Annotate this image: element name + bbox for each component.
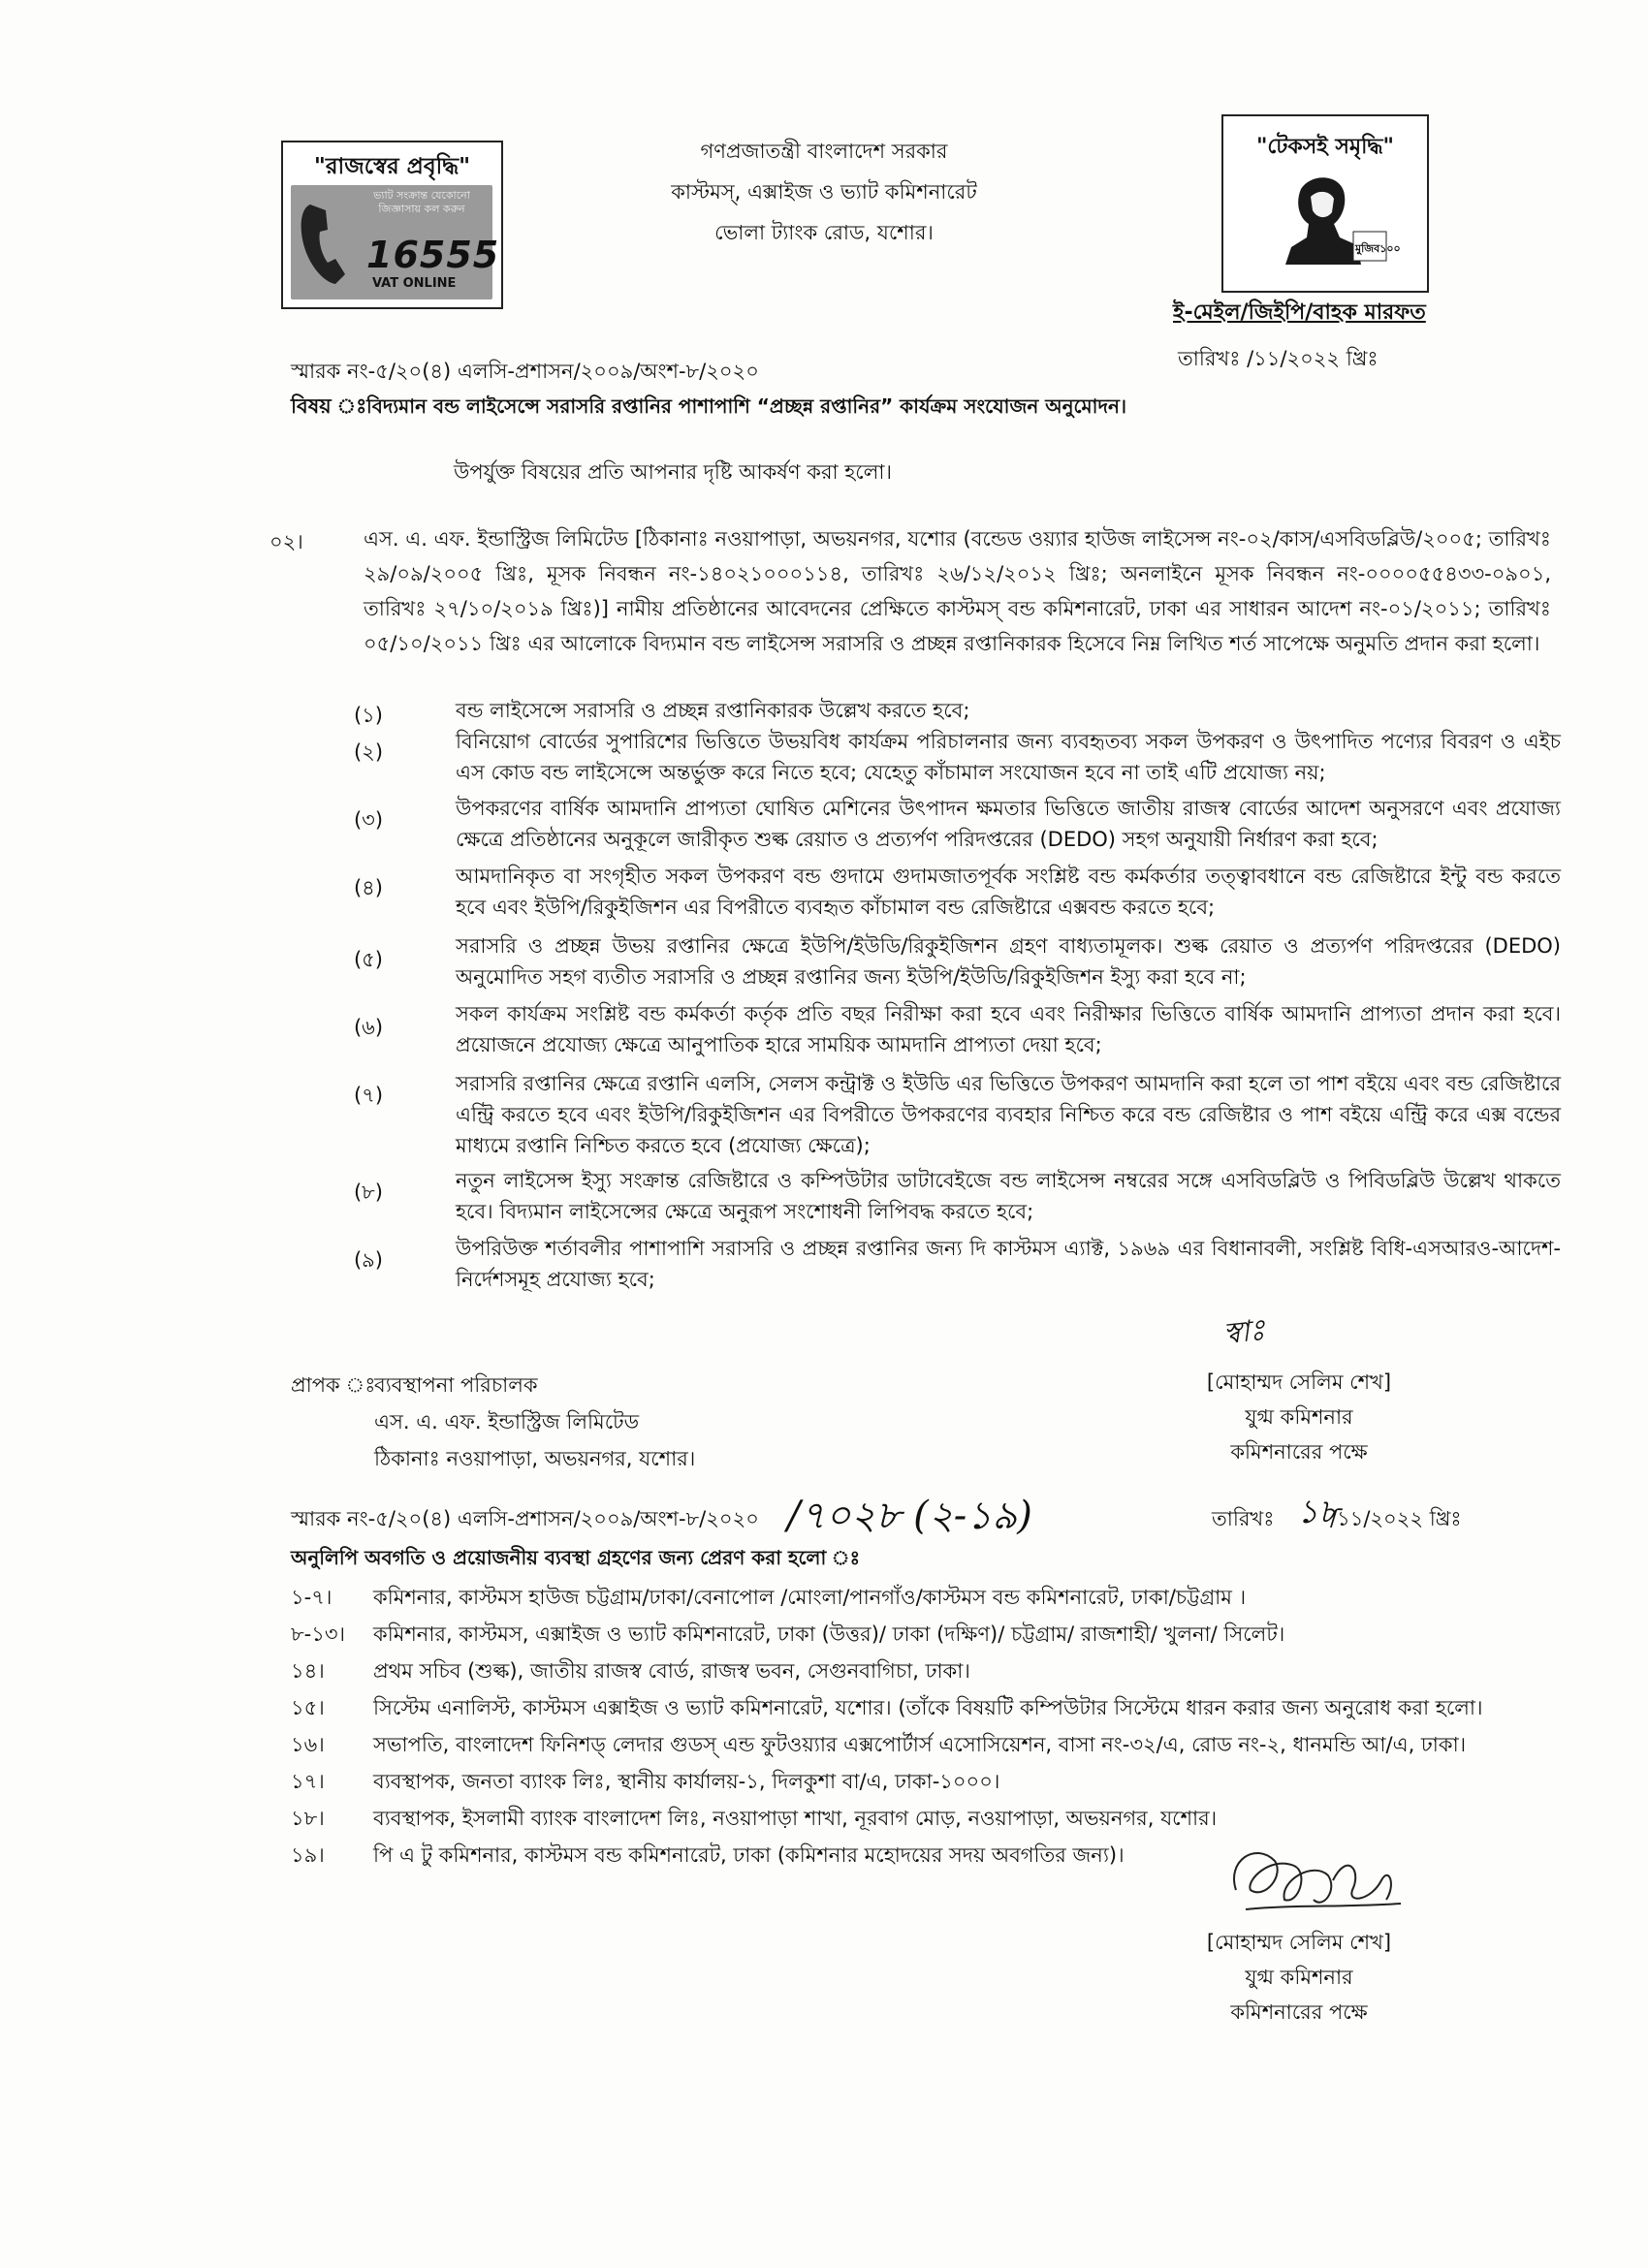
sustainable-prosperity-box (1221, 114, 1429, 293)
vat-hotline-banner (291, 185, 500, 299)
memo-2-date-handwritten: ১৮ (1297, 1493, 1341, 1531)
distribution-1-text: কমিশনার, কাস্টমস হাউজ চট্টগ্রাম/ঢাকা/বেনাপোল /মোংলা/পানগাঁও/কাস্টমস বন্ড কমিশনারেট, ঢাকা/চট্টগ্রাম । (373, 1586, 1247, 1609)
condition-2-number: (২) (353, 740, 384, 764)
vat-help-text: ভ্যাট সংক্রান্ত যেকোনো জিজ্ঞাসায় কল করুন (373, 189, 470, 215)
distribution-3-number: ১৪। (291, 1659, 325, 1683)
condition-9-text: উপরিউক্ত শর্তাবলীর পাশাপাশি সরাসরি ও প্রচ্ছন্ন রপ্তানির জন্য দি কাস্টমস এ্যাক্ট, ১৯৬৯ এর বিধানাবলী, সংশ্লিষ্ট বিধি-এসআরও-আদেশ-নির্দেশসমূহ প্রযোজ্য হবে; (456, 1237, 1561, 1291)
intro-sentence: উপর্যুক্ত বিষয়ের প্রতি আপনার দৃষ্টি আকর্ষণ করা হলো। (454, 460, 892, 484)
distribution-4-number: ১৫। (291, 1696, 325, 1719)
distribution-1-number: ১-৭। (291, 1586, 333, 1609)
condition-8-number: (৮) (353, 1181, 383, 1204)
distribution-2-number: ৮-১৩। (291, 1622, 345, 1646)
distribution-8-number: ১৯। (291, 1843, 325, 1867)
signatory-name-1: [মোহাম্মদ সেলিম শেখ] (1206, 1370, 1392, 1394)
hotline-number: 16555 (366, 234, 500, 276)
distribution-5-text: সভাপতি, বাংলাদেশ ফিনিশড্‌ লেদার গুডস্‌ এন্ড ফুটওয়্যার এক্সপোর্টার্স এসোসিয়েশন, বাসা নং-৩২/এ, রোড নং-২, ধানমন্ডি আ/এ, ঢাকা। (373, 1733, 1467, 1756)
condition-7-number: (৭) (353, 1084, 384, 1107)
condition-5-number: (৫) (353, 948, 383, 971)
dispatch-number-handwritten: /৭০২৮ (২-১৯) (787, 1494, 1032, 1538)
delivery-mode: ই-মেইল/জিইপি/বাহক মারফত (1173, 300, 1426, 325)
office-name: কাস্টমস্‌, এক্সাইজ ও ভ্যাট কমিশনারেট (671, 180, 977, 204)
distribution-2-text: কমিশনার, কাস্টমস, এক্সাইজ ও ভ্যাট কমিশনারেট, ঢাকা (উত্তর)/ ঢাকা (দক্ষিণ)/ চট্টগ্রাম/ রাজশাহী/ খুলনা/ সিলেট। (373, 1622, 1285, 1646)
distribution-7-text: ব্যবস্থাপক, ইসলামী ব্যাংক বাংলাদেশ লিঃ, নওয়াপাড়া শাখা, নূরবাগ মোড়, নওয়াপাড়া, অভয়নগর, যশোর। (373, 1807, 1218, 1830)
subject-label: বিষয় ঃ (291, 394, 367, 418)
recipient-address: ঠিকানাঃ নওয়াপাড়া, অভয়নগর, যশোর। (374, 1447, 696, 1470)
recipient-label: প্রাপক ঃ (291, 1373, 376, 1397)
left-slogan: "রাজস্বের প্রবৃদ্ধি" (313, 154, 471, 179)
condition-1-text: বন্ড লাইসেন্সে সরাসরি ও প্রচ্ছন্ন রপ্তানিকারক উল্লেখ করতে হবে; (456, 699, 970, 722)
recipient-company: এস. এ. এফ. ইন্ডাস্ট্রিজ লিমিটেড (374, 1410, 640, 1433)
recipient-title: ব্যবস্থাপনা পরিচালক (374, 1373, 538, 1397)
condition-4-number: (৪) (353, 876, 383, 899)
distribution-8-text: পি এ টু কমিশনার, কাস্টমস বন্ড কমিশনারেট, ঢাকা (কমিশনার মহোদয়ের সদয় অবগতির জন্য)। (373, 1843, 1125, 1867)
condition-2-text: বিনিয়োগ বোর্ডের সুপারিশের ভিত্তিতে উভয়বিধ কার্যক্রম পরিচালনার জন্য ব্যবহৃতব্য সকল উপকরণ ও উৎপাদিত পণ্যের বিবরণ ও এইচ এস কোড বন্ড লাইসেন্সে অন্তর্ভুক্ত করে নিতে হবে; যেহেতু কাঁচামাল সংযোজন হবে না তাই এটি প্রযোজ্য নয়; (456, 730, 1561, 784)
distribution-7-number: ১৮। (291, 1807, 325, 1830)
mujib-100-logo-text: মুজিব১০০ (1355, 242, 1401, 255)
signatory-designation-2: যুগ্ম কমিশনার (1245, 1966, 1353, 1989)
para-2-text: এস. এ. এফ. ইন্ডাস্ট্রিজ লিমিটেড [ঠিকানাঃ নওয়াপাড়া, অভয়নগর, যশোর (বন্ডেড ওয়্যার হাউজ লাইসেন্স নং-০২/কাস/এসবিডব্লিউ/২০০৫; তারিখঃ ২৯/০৯/২০০৫ খ্রিঃ, মূসক নিবন্ধন নং-১৪০২১০০০১১৪, তারিখঃ ২৬/১২/২০১২ খ্রিঃ; অনলাইনে মূসক নিবন্ধন নং-০০০০৫৫৪৩৩-০৯০১, তারিখঃ ২৭/১০/২০১৯ খ্রিঃ)] নামীয় প্রতিষ্ঠানের আবেদনের প্রেক্ষিতে কাস্টমস্‌ বন্ড কমিশনারেট, ঢাকা এর সাধারন আদেশ নং-০১/২০১১; তারিখঃ ০৫/১০/২০১১ খ্রিঃ এর আলোকে বিদ্যমান বন্ড লাইসেন্স সরাসরি ও প্রচ্ছন্ন রপ্তানিকারক হিসেবে নিম্ন লিখিত শর্ত সাপেক্ষে অনুমতি প্রদান করা হলো। (364, 527, 1551, 655)
para-2-number: ০২। (269, 530, 303, 553)
signature-mark-1: স্বাঃ (1221, 1312, 1267, 1352)
signature-scribble-2 (1217, 1822, 1420, 1929)
memo-2-date-suffix: /১১/২০২২ খ্রিঃ (1330, 1507, 1462, 1530)
condition-5-text: সরাসরি ও প্রচ্ছন্ন উভয় রপ্তানির ক্ষেত্রে ইউপি/ইউডি/রিকুইজিশন গ্রহণ বাধ্যতামূলক। শুল্ক রেয়াত ও প্রত্যর্পণ পরিদপ্তরের (DEDO) অনুমোদিত সহগ ব্যতীত সরাসরি ও প্রচ্ছন্ন রপ্তানির জন্য ইউপি/ইউডি/রিকুইজিশন ইস্যু করা হবে না; (456, 934, 1561, 989)
govt-title: গণপ্রজাতন্ত্রী বাংলাদেশ সরকার (700, 140, 948, 163)
signatory-on-behalf-2: কমিশনারের পক্ষে (1230, 2000, 1368, 2024)
telephone-icon (297, 199, 357, 288)
memo-number: স্মারক নং-৫/২০(৪) এলসি-প্রশাসন/২০০৯/অংশ-৮/২০২০ (291, 360, 759, 383)
condition-4-text: আমদানিকৃত বা সংগৃহীত সকল উপকরণ বন্ড গুদামে গুদামজাতপূর্বক সংশ্লিষ্ট বন্ড কর্মকর্তার তত্ত্বাবধানে বন্ড রেজিষ্টারে ইন্টু বন্ড করতে হবে এবং ইউপি/রিকুইজিশন এর বিপরীতে ব্যবহৃত কাঁচামাল বন্ড রেজিষ্টারে এক্সবন্ড করতে হবে; (456, 865, 1561, 919)
office-address: ভোলা ট্যাংক রোড, যশোর। (714, 221, 934, 244)
subject-text: বিদ্যমান বন্ড লাইসেন্সে সরাসরি রপ্তানির পাশাপাশি “প্রচ্ছন্ন রপ্তানির” কার্যক্রম সংযোজন অনুমোদন। (366, 394, 1127, 418)
revenue-growth-box (281, 141, 503, 309)
memo-number-2: স্মারক নং-৫/২০(৪) এলসি-প্রশাসন/২০০৯/অংশ-৮/২০২০ (291, 1507, 759, 1530)
condition-9-number: (৯) (353, 1248, 383, 1272)
condition-6-number: (৬) (353, 1016, 384, 1039)
condition-7-text: সরাসরি রপ্তানির ক্ষেত্রে রপ্তানি এলসি, সেলস কন্ট্রাক্ট ও ইউডি এর ভিত্তিতে উপকরণ আমদানি করা হলে তা পাশ বইয়ে এবং বন্ড রেজিষ্টারে এন্ট্রি করতে হবে এবং ইউপি/রিকুইজিশন এর বিপরীতে উপকরণের ব্যবহার নিশ্চিত করে বন্ড রেজিষ্টার ও পাশ বইয়ে এন্ট্রি করে এক্স বন্ডের মাধ্যমে রপ্তানি নিশ্চিত করতে হবে (প্রযোজ্য ক্ষেত্রে); (456, 1072, 1561, 1157)
condition-3-number: (৩) (353, 808, 384, 832)
distribution-6-number: ১৭। (291, 1770, 325, 1793)
condition-8-text: নতুন লাইসেন্স ইস্যু সংক্রান্ত রেজিষ্টারে ও কম্পিউটার ডাটাবেইজে বন্ড লাইসেন্স নম্বরের সঙ্গে এসবিডব্লিউ ও পিবিডব্লিউ উল্লেখ থাকতে হবে। বিদ্যমান লাইসেন্সের ক্ষেত্রে অনুরূপ সংশোধনী লিপিবদ্ধ করতে হবে; (456, 1169, 1561, 1223)
distribution-6-text: ব্যবস্থাপক, জনতা ব্যাংক লিঃ, স্থানীয় কার্যালয়-১, দিলকুশা বা/এ, ঢাকা-১০০০। (373, 1770, 1000, 1793)
copy-distribution-heading: অনুলিপি অবগতি ও প্রয়োজনীয় ব্যবস্থা গ্রহণের জন্য প্রেরণ করা হলো ঃ (291, 1546, 861, 1569)
memo-2-date-prefix: তারিখঃ (1212, 1507, 1275, 1530)
signature-block-2 (1154, 1925, 1444, 2030)
signatory-name-2: [মোহাম্মদ সেলিম শেখ] (1206, 1931, 1392, 1954)
distribution-4-text: সিস্টেম এনালিস্ট, কাস্টমস এক্সাইজ ও ভ্যাট কমিশনারেট, যশোর। (তাঁকে বিষয়টি কম্পিউটার সিস্টেমে ধারন করার জন্য অনুরোধ করা হলো। (373, 1696, 1483, 1719)
memo-date: তারিখঃ /১১/২০২২ খ্রিঃ (1178, 347, 1379, 370)
distribution-5-number: ১৬। (291, 1733, 325, 1756)
right-slogan: "টেকসই সমৃদ্ধি" (1255, 135, 1395, 159)
signatory-on-behalf-1: কমিশনারের পক্ষে (1230, 1440, 1368, 1464)
signatory-designation-1: যুগ্ম কমিশনার (1245, 1405, 1353, 1429)
condition-1-number: (১) (353, 704, 383, 727)
signature-block-1 (1154, 1365, 1444, 1469)
vat-online-label: VAT ONLINE (372, 276, 457, 291)
distribution-3-text: প্রথম সচিব (শুল্ক), জাতীয় রাজস্ব বোর্ড, রাজস্ব ভবন, সেগুনবাগিচা, ঢাকা। (373, 1659, 970, 1683)
condition-3-text: উপকরণের বার্ষিক আমদানি প্রাপ্যতা ঘোষিত মেশিনের উৎপাদন ক্ষমতার ভিত্তিতে জাতীয় রাজস্ব বোর্ডের আদেশ অনুসরণে এবং প্রযোজ্য ক্ষেত্রে প্রতিষ্ঠানের অনুকূলে জারীকৃত শুল্ক রেয়াত ও প্রত্যর্পণ পরিদপ্তরের (DEDO) সহগ অনুযায়ী নির্ধারণ করা হবে; (456, 797, 1561, 851)
condition-6-text: সকল কার্যক্রম সংশ্লিষ্ট বন্ড কর্মকর্তা কর্তৃক প্রতি বছর নিরীক্ষা করা হবে এবং নিরীক্ষার ভিত্তিতে বার্ষিক আমদানি প্রাপ্যতা প্রদান করা হবে। প্রয়োজনে প্রযোজ্য ক্ষেত্রে আনুপাতিক হারে সাময়িক আমদানি প্রাপ্যতা দেয়া হবে; (456, 1002, 1561, 1056)
